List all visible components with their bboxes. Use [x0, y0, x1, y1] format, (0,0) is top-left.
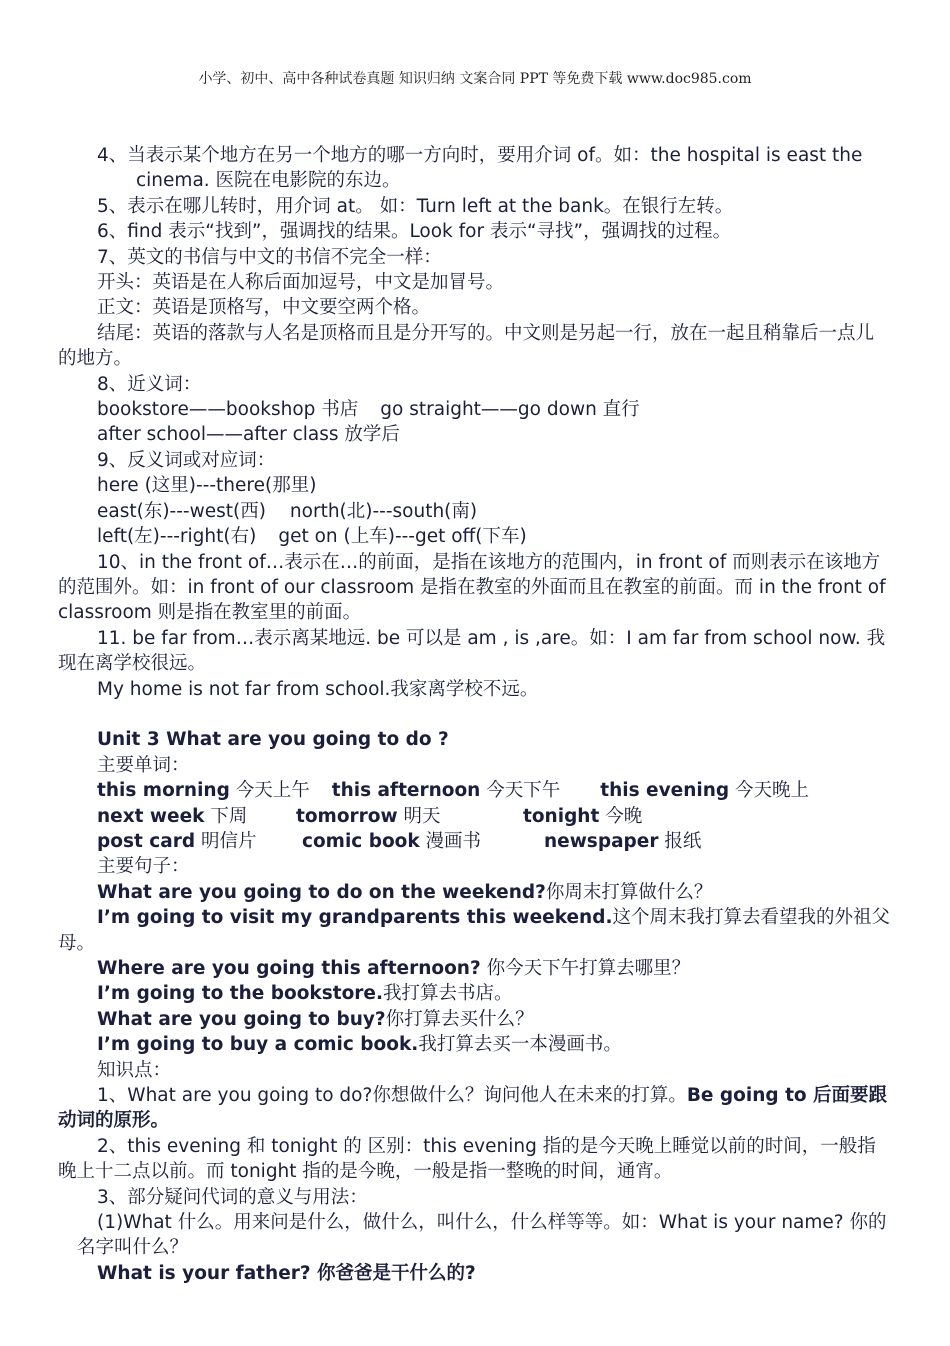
word-item: newspaper 报纸 [544, 830, 702, 852]
words-label: 主要单词： [97, 754, 190, 776]
knowledge-1: 1、What are you going to do?你想做什么？询问他人在未来的打算。Be going to 后面要跟动词的原形。 [58, 1085, 888, 1132]
words-row-1 [58, 778, 890, 803]
knowledge-label: 知识点： [97, 1059, 172, 1081]
knowledge-3-example: What is your father? 你爸爸是干什么的? [97, 1262, 476, 1284]
antonym-left: left(左)---right(右) [97, 526, 257, 548]
synonyms-line-1 [58, 397, 890, 422]
note-5: 5、表示在哪儿转时，用介词 at。 如：Turn left at the bank。在银行左转。 [97, 195, 734, 217]
word-item: post card 明信片 [97, 830, 257, 852]
note-7-ending: 结尾：英语的落款与人名是顶格而且是分开写的。中文则是另起一行，放在一起且稍靠后一点儿的地方。 [58, 322, 875, 370]
note-9: 9、反义词或对应词： [97, 449, 276, 471]
word-item: tomorrow 明天 [296, 805, 441, 827]
antonym-get-on: get on (上车)---get off(下车) [278, 526, 527, 548]
synonym-after-school: after school——after class 放学后 [97, 424, 400, 446]
knowledge-2: 2、this evening 和 tonight 的 区别：this evening 指的是今天晚上睡觉以前的时间，一般指晚上十二点以前。而 tonight 指的是今晚，一般是指一整晚的时间，通宵。 [58, 1135, 876, 1183]
antonyms-line-2 [58, 499, 890, 524]
note-11: 11. be far from…表示离某地远. be 可以是 am , is ,are。如：I am far from school now. 我现在离学校很远。 [58, 627, 886, 675]
sentence-5: What are you going to buy?你打算去买什么？ [97, 1008, 534, 1030]
note-6: 6、find 表示“找到”，强调找的结果。Look for 表示“寻找”，强调找的过程。 [97, 221, 732, 243]
note-4: 4、当表示某个地方在另一个地方的哪一方向时，要用介词 of。如：the hospital is east the cinema. 医院在电影院的东边。 [97, 145, 863, 192]
knowledge-3-what: (1)What 什么。用来问是什么，做什么，叫什么，什么样等等。如：What is your name? 你的名字叫什么？ [77, 1212, 887, 1259]
synonym-bookstore: bookstore——bookshop 书店 [97, 399, 359, 421]
word-item: tonight 今晚 [523, 805, 643, 827]
note-7-opening: 开头：英语是在人称后面加逗号，中文是加冒号。 [97, 272, 505, 294]
sentences-label: 主要句子： [97, 856, 190, 878]
note-7-body: 正文：英语是顶格写，中文要空两个格。 [97, 297, 431, 319]
sentence-6: I’m going to buy a comic book.我打算去买一本漫画书。 [97, 1034, 622, 1056]
note-8: 8、近义词： [97, 373, 202, 395]
sentence-2: I’m going to visit my grandparents this weekend.这个周末我打算去看望我的外祖父母。 [58, 907, 891, 954]
words-row-2 [58, 804, 890, 829]
note-10: 10、in the front of…表示在…的前面，是指在该地方的范围内，in front of 而则表示在该地方的范围外。如：in front of our classroom 是指在教室的外面而且在教室的前面。而 in the front of classroom 则是指在教室里的前面。 [58, 551, 886, 624]
page-header: 小学、初中、高中各种试卷真题 知识归纳 文案合同 PPT 等免费下载 www.doc985.com [198, 71, 752, 87]
word-item: this afternoon 今天下午 [331, 780, 561, 802]
sentence-3: Where are you going this afternoon? 你今天下午打算去哪里？ [97, 957, 691, 979]
antonym-north: north(北)---south(南) [289, 500, 478, 522]
note-11-example: My home is not far from school.我家离学校不远。 [97, 678, 539, 700]
antonym-east: east(东)---west(西) [97, 500, 266, 522]
note-7: 7、英文的书信与中文的书信不完全一样： [97, 246, 442, 268]
synonym-go-straight: go straight——go down 直行 [380, 399, 640, 421]
unit-title: Unit 3 What are you going to do ? [97, 729, 449, 751]
word-item: this evening 今天晚上 [600, 780, 810, 802]
knowledge-3: 3、部分疑问代词的意义与用法： [97, 1186, 368, 1208]
sentence-1: What are you going to do on the weekend?你周末打算做什么？ [97, 881, 713, 903]
word-item: this morning 今天上午 [97, 780, 310, 802]
document-body [58, 143, 890, 1286]
word-item: comic book 漫画书 [302, 830, 482, 852]
words-row-3 [58, 829, 890, 854]
word-item: next week 下周 [97, 805, 248, 827]
sentence-4: I’m going to the bookstore.我打算去书店。 [97, 983, 513, 1005]
antonym-here: here (这里)---there(那里) [97, 475, 317, 497]
antonyms-line-3 [58, 524, 890, 549]
